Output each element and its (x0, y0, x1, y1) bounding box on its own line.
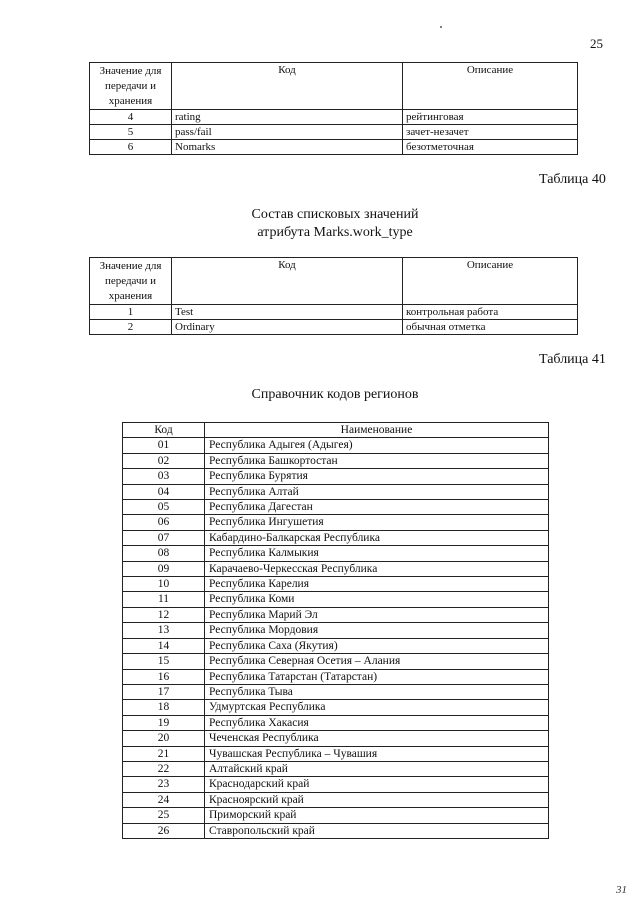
cell-code: rating (172, 110, 403, 125)
table-41 (122, 422, 549, 839)
cell-region-code: 13 (123, 623, 205, 638)
cell-region-name: Республика Мордовия (205, 623, 549, 638)
table-row (123, 654, 549, 669)
cell-region-code: 01 (123, 438, 205, 453)
table-row (123, 638, 549, 653)
table-row (90, 320, 578, 335)
cell-region-name: Республика Калмыкия (205, 546, 549, 561)
table-header-row (90, 258, 578, 305)
scan-speck (440, 26, 442, 28)
table-header-row (123, 423, 549, 438)
cell-region-code: 23 (123, 777, 205, 792)
cell-value: 4 (90, 110, 172, 125)
table-row (123, 561, 549, 576)
table-row (123, 530, 549, 545)
caption-line: Состав списковых значений (251, 207, 419, 222)
cell-region-code: 26 (123, 823, 205, 838)
cell-description: зачет-незачет (403, 125, 578, 140)
cell-region-code: 06 (123, 515, 205, 530)
cell-description: контрольная работа (403, 305, 578, 320)
cell-description: рейтинговая (403, 110, 578, 125)
table-row (90, 125, 578, 140)
cell-region-name: Приморский край (205, 808, 549, 823)
cell-region-code: 18 (123, 700, 205, 715)
table-row (123, 823, 549, 838)
cell-region-name: Республика Дагестан (205, 500, 549, 515)
table-41-body (123, 438, 549, 839)
cell-code: Ordinary (172, 320, 403, 335)
table-row (123, 515, 549, 530)
cell-region-name: Ставропольский край (205, 823, 549, 838)
cell-value: 6 (90, 140, 172, 155)
cell-value: 2 (90, 320, 172, 335)
cell-region-name: Республика Северная Осетия – Алания (205, 654, 549, 669)
table-41-caption: Справочник кодов регионов (251, 387, 419, 402)
caption-line: атрибута Marks.work_type (257, 225, 413, 240)
table-row (123, 715, 549, 730)
cell-region-code: 19 (123, 715, 205, 730)
cell-region-code: 14 (123, 638, 205, 653)
table-40 (89, 257, 578, 335)
table-row (123, 623, 549, 638)
table-row (123, 438, 549, 453)
cell-region-code: 02 (123, 453, 205, 468)
cell-region-name: Чеченская Республика (205, 731, 549, 746)
cell-region-name: Республика Саха (Якутия) (205, 638, 549, 653)
table-row (123, 792, 549, 807)
cell-region-code: 24 (123, 792, 205, 807)
cell-region-code: 05 (123, 500, 205, 515)
cell-region-code: 20 (123, 731, 205, 746)
table-row (90, 305, 578, 320)
cell-region-code: 17 (123, 684, 205, 699)
cell-region-name: Республика Адыгея (Адыгея) (205, 438, 549, 453)
table-row (123, 577, 549, 592)
cell-description: обычная отметка (403, 320, 578, 335)
cell-region-code: 16 (123, 669, 205, 684)
cell-region-name: Республика Алтай (205, 484, 549, 499)
cell-region-name: Удмуртская Республика (205, 700, 549, 715)
table-row (123, 469, 549, 484)
table-row (123, 808, 549, 823)
cell-region-name: Республика Коми (205, 592, 549, 607)
cell-region-name: Республика Карелия (205, 577, 549, 592)
table-row (123, 684, 549, 699)
cell-region-code: 10 (123, 577, 205, 592)
cell-value: 5 (90, 125, 172, 140)
cell-region-code: 07 (123, 530, 205, 545)
header-name: Наименование (205, 423, 549, 438)
cell-code: pass/fail (172, 125, 403, 140)
cell-code: Test (172, 305, 403, 320)
table-row (123, 746, 549, 761)
table-row (123, 761, 549, 776)
cell-region-name: Карачаево-Черкесская Республика (205, 561, 549, 576)
cell-region-name: Республика Татарстан (Татарстан) (205, 669, 549, 684)
cell-region-code: 04 (123, 484, 205, 499)
cell-description: безотметочная (403, 140, 578, 155)
header-value: Значение для передачи и хранения (90, 258, 172, 305)
table-40-label: Таблица 40 (539, 172, 606, 187)
page-number: 25 (590, 36, 603, 51)
header-code: Код (172, 63, 403, 110)
cell-region-code: 09 (123, 561, 205, 576)
table-row (123, 669, 549, 684)
table-row (123, 592, 549, 607)
header-value: Значение для передачи и хранения (90, 63, 172, 110)
cell-region-name: Республика Ингушетия (205, 515, 549, 530)
table-row (123, 453, 549, 468)
cell-region-name: Кабардино-Балкарская Республика (205, 530, 549, 545)
cell-region-name: Республика Марий Эл (205, 607, 549, 622)
table-row (123, 500, 549, 515)
handwritten-mark: 31 (616, 884, 627, 896)
table-header-row (90, 63, 578, 110)
cell-region-name: Краснодарский край (205, 777, 549, 792)
table-row (123, 777, 549, 792)
table-row (123, 700, 549, 715)
cell-region-code: 12 (123, 607, 205, 622)
cell-region-code: 03 (123, 469, 205, 484)
table-row (123, 607, 549, 622)
table-row (123, 731, 549, 746)
table-40-caption (135, 206, 535, 242)
cell-region-code: 15 (123, 654, 205, 669)
table-39 (89, 62, 578, 155)
cell-region-code: 11 (123, 592, 205, 607)
cell-region-name: Красноярский край (205, 792, 549, 807)
cell-region-code: 22 (123, 761, 205, 776)
cell-region-name: Республика Башкортостан (205, 453, 549, 468)
cell-value: 1 (90, 305, 172, 320)
cell-region-code: 08 (123, 546, 205, 561)
cell-region-code: 25 (123, 808, 205, 823)
header-code: Код (123, 423, 205, 438)
cell-region-name: Республика Бурятия (205, 469, 549, 484)
cell-region-name: Алтайский край (205, 761, 549, 776)
table-41-label: Таблица 41 (539, 352, 606, 367)
cell-region-name: Чувашская Республика – Чувашия (205, 746, 549, 761)
table-row (123, 546, 549, 561)
table-row (123, 484, 549, 499)
table-row (90, 140, 578, 155)
cell-code: Nomarks (172, 140, 403, 155)
header-description: Описание (403, 258, 578, 305)
header-code: Код (172, 258, 403, 305)
cell-region-name: Республика Хакасия (205, 715, 549, 730)
table-row (90, 110, 578, 125)
header-description: Описание (403, 63, 578, 110)
cell-region-code: 21 (123, 746, 205, 761)
cell-region-name: Республика Тыва (205, 684, 549, 699)
